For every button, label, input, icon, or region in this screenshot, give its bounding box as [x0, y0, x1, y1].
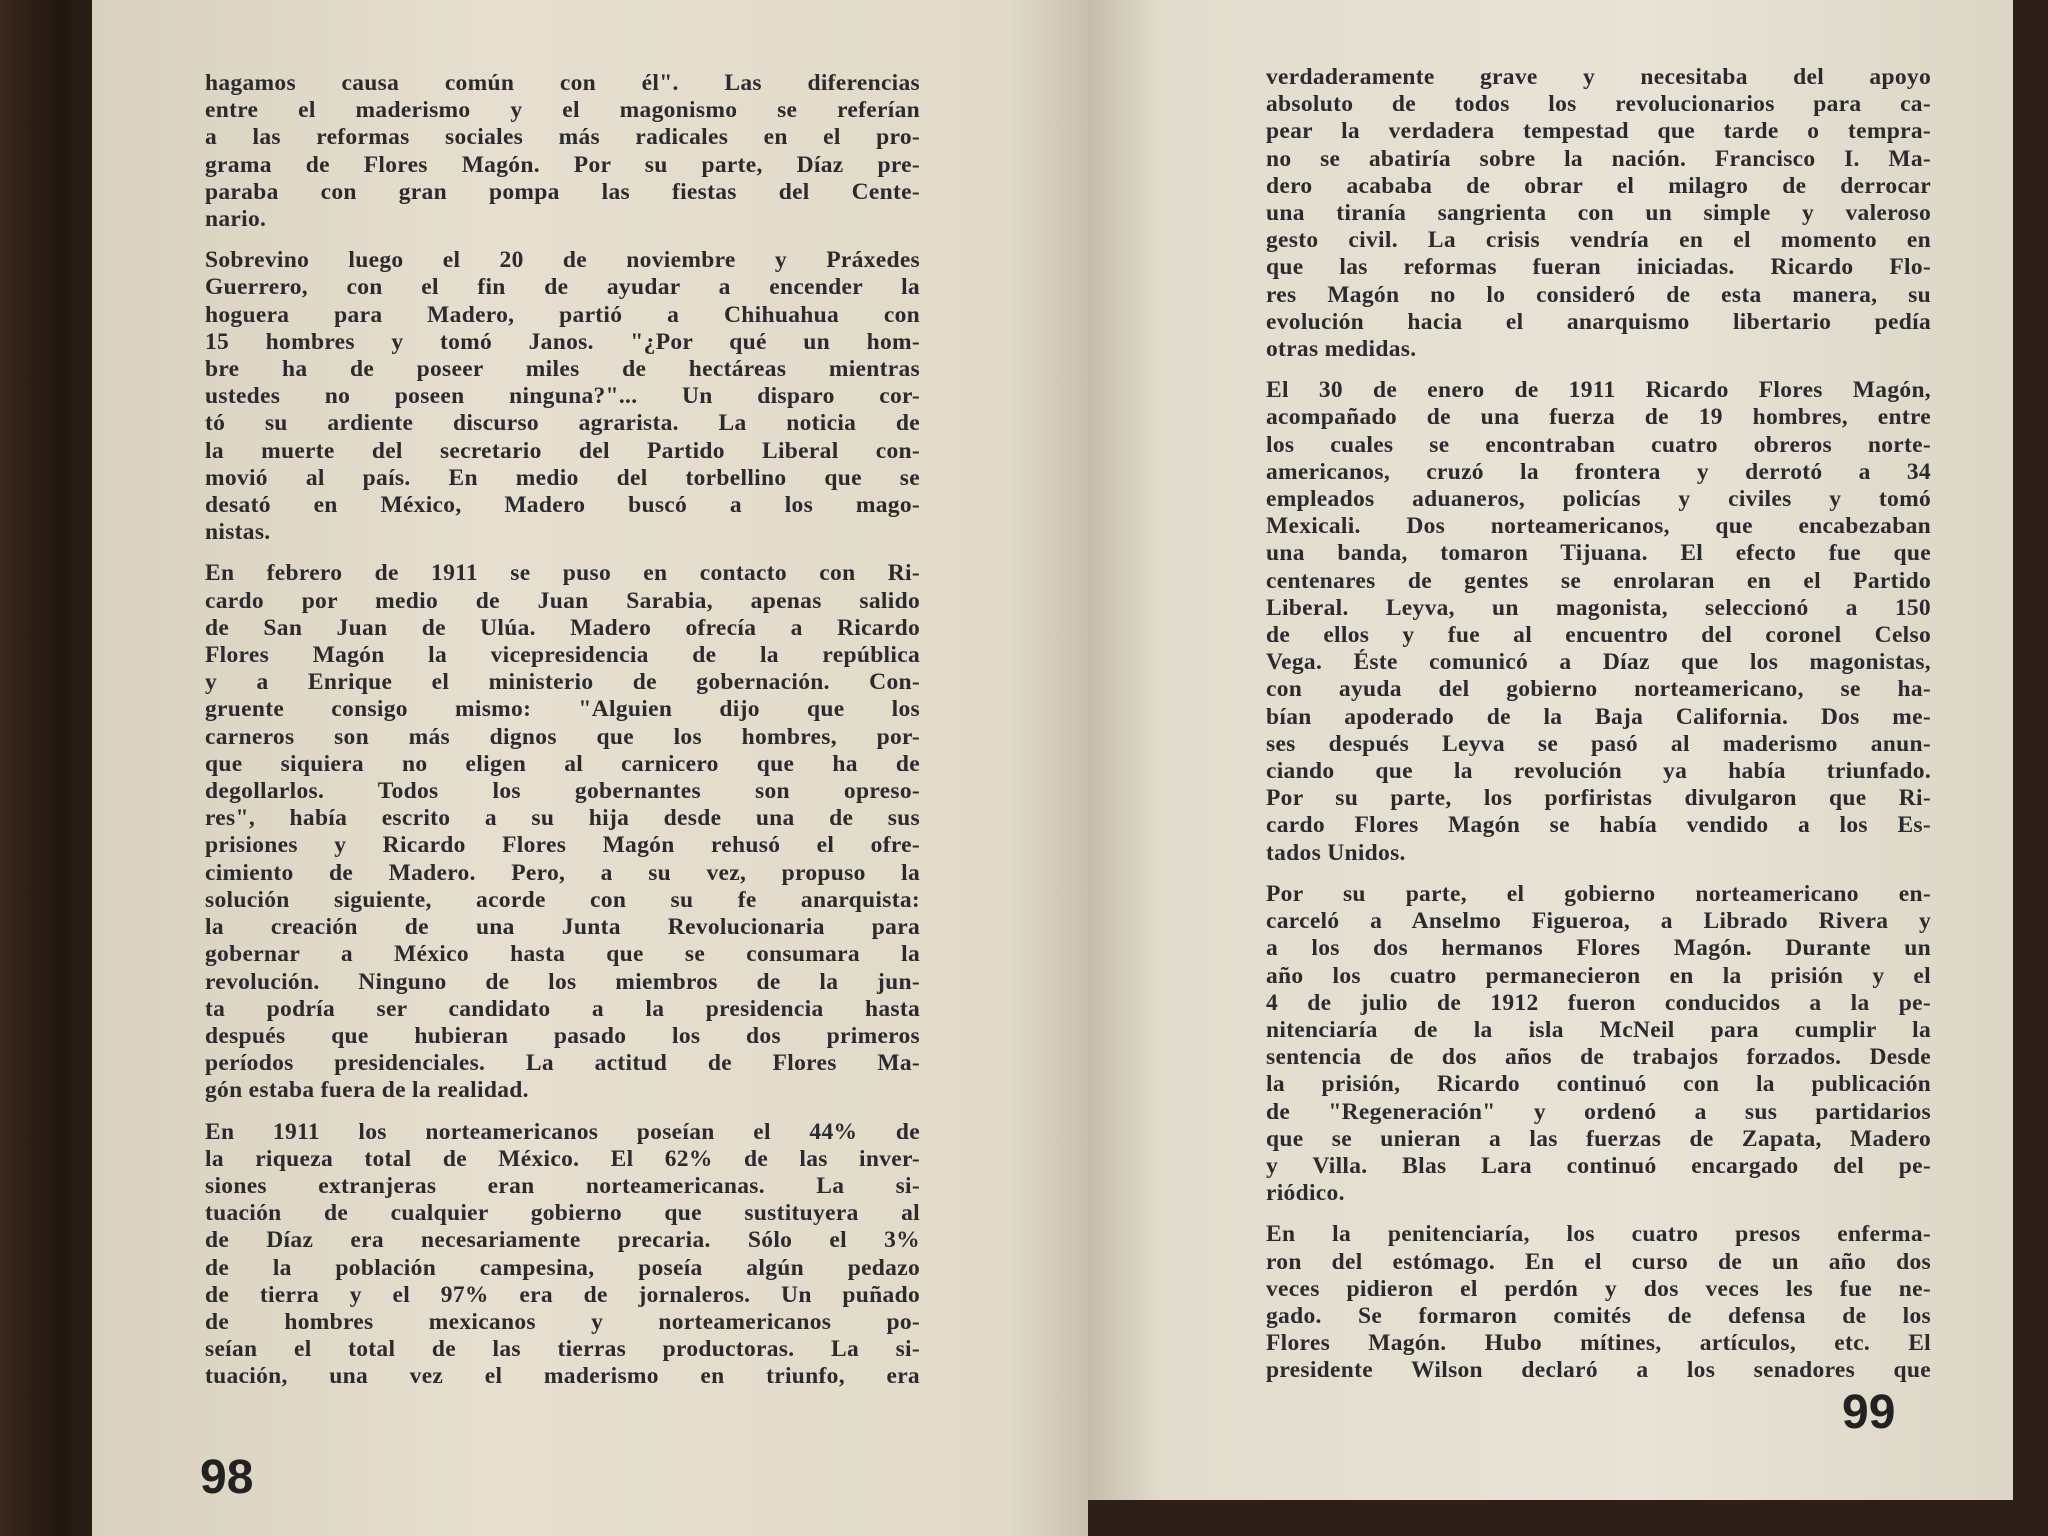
text-line: una banda, tomaron Tijuana. El efecto fue que [1266, 540, 1931, 567]
text-line: cimiento de Madero. Pero, a su vez, propuso la [205, 859, 920, 886]
text-line: Sobrevino luego el 20 de noviembre y Práxedes [205, 247, 920, 274]
paragraph [1266, 881, 1931, 1207]
text-line: bían apoderado de la Baja California. Dos me- [1266, 703, 1931, 730]
text-line: carneros son más dignos que los hombres, por- [205, 723, 920, 750]
text-line: Por su parte, los porfiristas divulgaron que Ri- [1266, 785, 1931, 812]
text-line: cardo Flores Magón se había vendido a los Es- [1266, 812, 1931, 839]
paragraph [205, 1119, 920, 1391]
text-line: ta podría ser candidato a la presidencia hasta [205, 995, 920, 1022]
text-line: tuación de cualquier gobierno que sustituyera al [205, 1200, 920, 1227]
text-line: períodos presidenciales. La actitud de Flores Ma- [205, 1050, 920, 1077]
text-line: los cuales se encontraban cuatro obreros norte- [1266, 431, 1931, 458]
text-line: Flores Magón. Hubo mítines, artículos, etc. El [1266, 1330, 1931, 1357]
text-line: cardo por medio de Juan Sarabia, apenas salido [205, 587, 920, 614]
text-line: la prisión, Ricardo continuó con la publicación [1266, 1071, 1931, 1098]
paragraph [1266, 1221, 1931, 1384]
text-line: una tiranía sangrienta con un simple y valeroso [1266, 200, 1931, 227]
paragraph [205, 247, 920, 546]
text-line: pear la verdadera tempestad que tarde o tempra- [1266, 118, 1931, 145]
text-line: acompañado de una fuerza de 19 hombres, entre [1266, 404, 1931, 431]
text-line: veces pidieron el perdón y dos veces les fue ne- [1266, 1275, 1931, 1302]
page-number-right: 99 [1842, 1386, 1896, 1439]
text-line: de hombres mexicanos y norteamericanos po- [205, 1308, 920, 1335]
text-line: Mexicali. Dos norteamericanos, que encabezaban [1266, 513, 1931, 540]
text-line: Por su parte, el gobierno norteamericano en- [1266, 880, 1931, 907]
paragraph [1266, 377, 1931, 867]
text-line: grama de Flores Magón. Por su parte, Díaz pre- [205, 151, 920, 178]
text-line: tuación, una vez el maderismo en triunfo, era [205, 1363, 920, 1390]
text-line: degollarlos. Todos los gobernantes son opreso- [205, 778, 920, 805]
text-line: solución siguiente, acorde con su fe anarquista: [205, 886, 920, 913]
text-line: gón estaba fuera de la realidad. [205, 1077, 529, 1104]
text-line: de "Regeneración" y ordenó a sus partidarios [1266, 1098, 1931, 1125]
text-line: presidente Wilson declaró a los senadores que [1266, 1357, 1931, 1384]
left-page-text [205, 70, 920, 1405]
text-line: la riqueza total de México. El 62% de las inver- [205, 1145, 920, 1172]
text-line: 15 hombres y tomó Janos. "¿Por qué un hom- [205, 328, 920, 355]
text-line: ustedes no poseen ninguna?"... Un disparo cor- [205, 383, 920, 410]
text-line: sentencia de dos años de trabajos forzados. Desde [1266, 1044, 1931, 1071]
text-line: ron del estómago. En el curso de un año dos [1266, 1248, 1931, 1275]
text-line: la creación de una Junta Revolucionaria para [205, 914, 920, 941]
text-line: riódico. [1266, 1180, 1345, 1207]
text-line: a las reformas sociales más radicales en el pro- [205, 124, 920, 151]
text-line: de Díaz era necesariamente precaria. Sólo el 3% [205, 1227, 920, 1254]
text-line: revolución. Ninguno de los miembros de la jun- [205, 968, 920, 995]
text-line: absoluto de todos los revolucionarios para ca- [1266, 91, 1931, 118]
page-number-left: 98 [200, 1451, 254, 1504]
text-line: res Magón no lo consideró de esta manera, su [1266, 281, 1931, 308]
text-line: nitenciaría de la isla McNeil para cumplir la [1266, 1016, 1931, 1043]
paragraph [1266, 64, 1931, 363]
paragraph [205, 560, 920, 1104]
text-line: ses después Leyva se pasó al maderismo anun- [1266, 730, 1931, 757]
text-line: nario. [205, 206, 267, 233]
text-line: En 1911 los norteamericanos poseían el 44% de [205, 1118, 920, 1145]
text-line: de tierra y el 97% era de jornaleros. Un puñado [205, 1281, 920, 1308]
text-line: tó su ardiente discurso agrarista. La noticia de [205, 410, 920, 437]
text-line: movió al país. En medio del torbellino que se [205, 464, 920, 491]
text-line: gobernar a México hasta que se consumara la [205, 941, 920, 968]
text-line: hoguera para Madero, partió a Chihuahua con [205, 301, 920, 328]
right-page-text [1266, 64, 1931, 1399]
text-line: En la penitenciaría, los cuatro presos enferma- [1266, 1221, 1931, 1248]
text-line: otras medidas. [1266, 336, 1417, 363]
text-line: que siquiera no eligen al carnicero que ha de [205, 750, 920, 777]
text-line: desató en México, Madero buscó a los mago- [205, 492, 920, 519]
text-line: año los cuatro permanecieron en la prisión y el [1266, 962, 1931, 989]
text-line: y Villa. Blas Lara continuó encargado del pe- [1266, 1152, 1931, 1179]
text-line: que se unieran a las fuerzas de Zapata, Madero [1266, 1125, 1931, 1152]
text-line: Vega. Éste comunicó a Díaz que los magonistas, [1266, 649, 1931, 676]
text-line: dero acababa de obrar el milagro de derrocar [1266, 172, 1931, 199]
text-line: empleados aduaneros, policías y civiles y tomó [1266, 486, 1931, 513]
text-line: gado. Se formaron comités de defensa de los [1266, 1302, 1931, 1329]
text-line: entre el maderismo y el magonismo se referían [205, 97, 920, 124]
text-line: En febrero de 1911 se puso en contacto con Ri- [205, 560, 920, 587]
text-line: 4 de julio de 1912 fueron conducidos a la pe- [1266, 989, 1931, 1016]
text-line: y a Enrique el ministerio de gobernación. Con- [205, 669, 920, 696]
text-line: con ayuda del gobierno norteamericano, se ha- [1266, 676, 1931, 703]
text-line: que las reformas fueran iniciadas. Ricardo Flo- [1266, 254, 1931, 281]
text-line: ciando que la revolución ya había triunfado. [1266, 758, 1931, 785]
text-line: siones extranjeras eran norteamericanas. La si- [205, 1172, 920, 1199]
text-line: carceló a Anselmo Figueroa, a Librado Rivera y [1266, 908, 1931, 935]
text-line: tados Unidos. [1266, 839, 1406, 866]
text-line: centenares de gentes se enrolaran en el Partido [1266, 567, 1931, 594]
text-line: de San Juan de Ulúa. Madero ofrecía a Ricardo [205, 614, 920, 641]
text-line: gesto civil. La crisis vendría en el momento en [1266, 227, 1931, 254]
text-line: paraba con gran pompa las fiestas del Cente- [205, 178, 920, 205]
text-line: res", había escrito a su hija desde una de sus [205, 805, 920, 832]
text-line: gruente consigo mismo: "Alguien dijo que los [205, 696, 920, 723]
text-line: de la población campesina, poseía algún pedazo [205, 1254, 920, 1281]
paragraph [205, 70, 920, 233]
text-line: Guerrero, con el fin de ayudar a encender la [205, 274, 920, 301]
text-line: después que hubieran pasado los dos primeros [205, 1022, 920, 1049]
text-line: evolución hacia el anarquismo libertario pedía [1266, 308, 1931, 335]
text-line: americanos, cruzó la frontera y derrotó a 34 [1266, 458, 1931, 485]
text-line: no se abatiría sobre la nación. Francisco I. Ma- [1266, 145, 1931, 172]
text-line: Flores Magón la vicepresidencia de la república [205, 642, 920, 669]
text-line: Liberal. Leyva, un magonista, seleccionó a 150 [1266, 594, 1931, 621]
text-line: El 30 de enero de 1911 Ricardo Flores Magón, [1266, 377, 1931, 404]
text-line: nistas. [205, 519, 271, 546]
text-line: seían el total de las tierras productoras. La si- [205, 1336, 920, 1363]
text-line: prisiones y Ricardo Flores Magón rehusó el ofre- [205, 832, 920, 859]
text-line: verdaderamente grave y necesitaba del apoyo [1266, 64, 1931, 90]
text-line: a los dos hermanos Flores Magón. Durante un [1266, 935, 1931, 962]
text-line: de ellos y fue al encuentro del coronel Celso [1266, 622, 1931, 649]
text-line: hagamos causa común con él". Las diferencias [205, 70, 920, 96]
text-line: la muerte del secretario del Partido Liberal con- [205, 437, 920, 464]
text-line: bre ha de poseer miles de hectáreas mientras [205, 356, 920, 383]
